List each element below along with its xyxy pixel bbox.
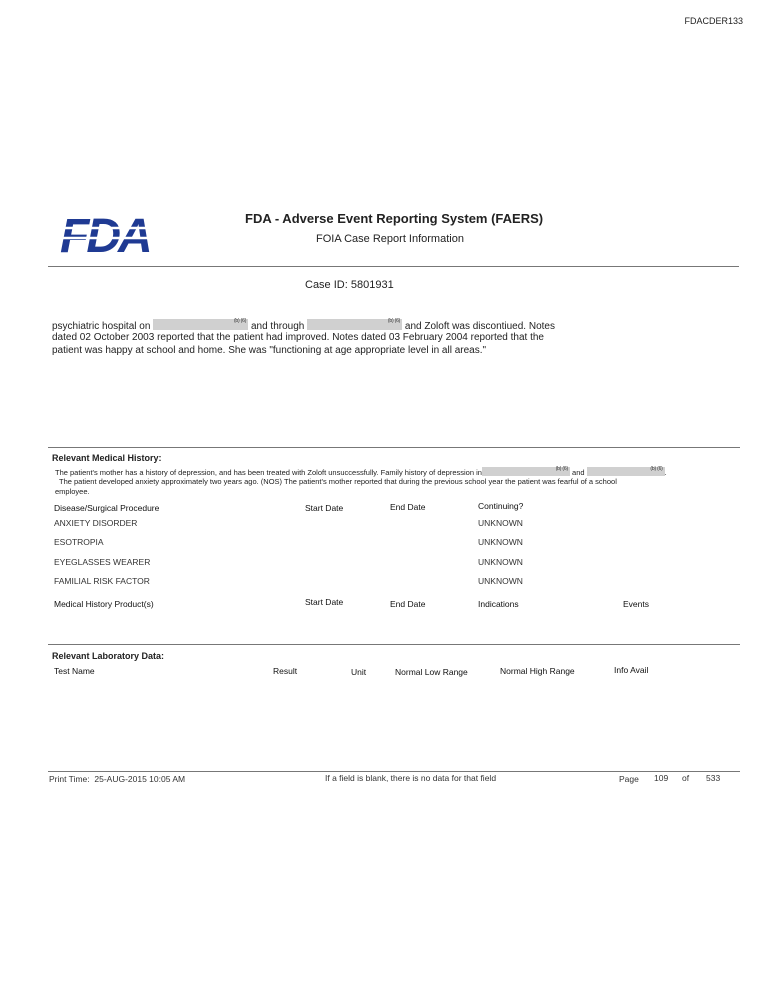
report-title: FDA - Adverse Event Reporting System (FAERS) [245,211,544,226]
table-row-name: ESOTROPIA [54,537,104,547]
section-divider [48,644,740,645]
history-text: and [572,468,585,477]
case-id-value: 5801931 [350,279,394,291]
header-divider [48,266,739,267]
col-product-start: Start Date [305,597,344,607]
page-label: Page [619,774,639,784]
col-test-name: Test Name [54,666,95,676]
table-row-continuing: UNKNOWN [478,518,523,528]
narrative-line-3: patient was happy at school and home. She was "functioning at age appropriate level in all areas." [52,345,487,356]
history-text: The patient's mother has a history of depression, and has been treated with Zoloft unsuccessfully. Family history of depression in [55,468,482,477]
narrative-text: and through [250,321,305,332]
section-divider [48,447,740,448]
redaction-box: (b) (6) [153,319,248,330]
fda-logo [52,208,174,260]
table-row-continuing: UNKNOWN [478,557,523,567]
col-end-date: End Date [390,502,426,512]
document-id: FDACDER133 [684,16,743,26]
print-time-value: 25-AUG-2015 10:05 AM [94,774,186,784]
table-row-continuing: UNKNOWN [478,537,523,547]
col-indications: Indications [478,599,519,609]
table-row-name: FAMILIAL RISK FACTOR [54,576,150,586]
medical-history-title: Relevant Medical History: [52,453,162,463]
col-result: Result [273,666,298,676]
blank-field-note: If a field is blank, there is no data for that field [325,773,497,783]
col-start-date: Start Date [305,503,344,513]
footer-divider [48,771,740,772]
redaction-box: (b) (6) [307,319,402,330]
col-continuing: Continuing? [478,501,524,511]
redaction-box: (b) (6) [587,467,665,476]
narrative-line-1 [52,319,555,332]
print-time [49,774,185,784]
table-row-continuing: UNKNOWN [478,576,523,586]
redaction-box: (b) (6) [482,467,570,476]
col-procedure: Disease/Surgical Procedure [54,503,160,513]
narrative-text: and Zoloft was discontiued. Notes [404,321,555,332]
page-total: 533 [706,773,721,783]
col-events: Events [623,599,649,609]
lab-data-title: Relevant Laboratory Data: [52,651,165,661]
page-number: 109 [654,773,669,783]
medical-history-text-2: The patient developed anxiety approximately two years ago. (NOS) The patient's mother reported that during the previous school year the patient was fearful of a school [59,477,617,486]
col-normal-high: Normal High Range [500,666,575,676]
narrative-line-2: dated 02 October 2003 reported that the patient had improved. Notes dated 03 February 2004 reported that the [52,332,544,343]
case-id-label: Case ID: [305,279,348,291]
case-id [305,279,394,291]
medical-history-text-3: employee. [55,487,90,496]
col-history-product: Medical History Product(s) [54,599,154,609]
narrative-text: psychiatric hospital on [52,321,151,332]
svg-text:FDA: FDA [60,210,150,260]
report-subtitle: FOIA Case Report Information [316,233,464,245]
of-label: of [682,773,690,783]
col-normal-low: Normal Low Range [395,667,468,677]
medical-history-text-1: The patient's mother has a history of depression, and has been treated with Zoloft unsuccessfully. Family history of depression in (b) (6) and (b) (6) . [55,466,667,477]
col-unit: Unit [351,667,367,677]
col-info-avail: Info Avail [614,665,649,675]
print-time-label: Print Time: [49,774,90,784]
table-row-name: EYEGLASSES WEARER [54,557,151,567]
table-row-name: ANXIETY DISORDER [54,518,138,528]
col-product-end: End Date [390,599,426,609]
